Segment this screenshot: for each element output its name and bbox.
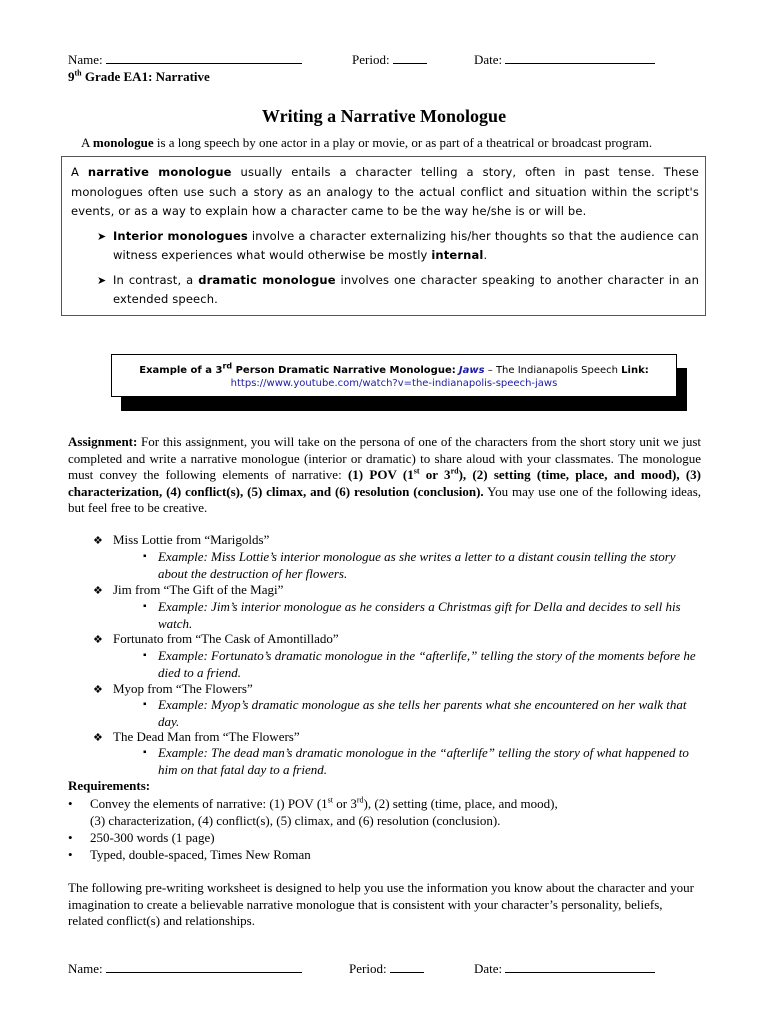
period-blank[interactable] bbox=[393, 52, 427, 64]
square-bullet-icon: ▪ bbox=[143, 551, 147, 562]
film-title: Jaws bbox=[458, 365, 485, 376]
square-bullet-icon: ▪ bbox=[143, 650, 147, 661]
footer-period-row: Period: bbox=[349, 961, 424, 977]
bullet-icon: • bbox=[68, 847, 73, 862]
idea-example: ▪ Example: Miss Lottie’s interior monologue as she writes a letter to a distant cousin telling the story about the destruction of her flowers. bbox=[143, 549, 676, 581]
narrative-monologue-box bbox=[61, 156, 706, 316]
idea-item: ❖ Miss Lottie from “Marigolds” bbox=[93, 532, 270, 547]
bullet-icon: • bbox=[68, 830, 73, 845]
idea-example: ▪ Example: Fortunato’s dramatic monologue in the “afterlife,” telling the story of the moments before he died to a friend. bbox=[143, 648, 696, 680]
bullet-icon: • bbox=[68, 796, 73, 811]
name-blank[interactable] bbox=[106, 52, 302, 64]
square-bullet-icon: ▪ bbox=[143, 699, 147, 710]
footer-name-row: Name: bbox=[68, 961, 302, 977]
requirement-item: • Convey the elements of narrative: (1) POV (1st or 3rd), (2) setting (time, place, and mood), (3) characterization, (4) conflict(s), (5) climax, and (6) resolution (conclusion). bbox=[68, 795, 558, 828]
requirement-item: • Typed, double-spaced, Times New Roman bbox=[68, 847, 311, 862]
footer-name-blank[interactable] bbox=[106, 961, 302, 973]
diamond-bullet-icon: ❖ bbox=[93, 585, 103, 597]
square-bullet-icon: ▪ bbox=[143, 601, 147, 612]
diamond-bullet-icon: ❖ bbox=[93, 535, 103, 547]
example-link[interactable]: https://www.youtube.com/watch?v=the-indianapolis-speech-jaws bbox=[230, 378, 558, 389]
idea-item: ❖ Jim from “The Gift of the Magi” bbox=[93, 582, 284, 597]
date-label: Date: bbox=[474, 52, 503, 67]
name-label: Name: bbox=[68, 52, 103, 67]
requirements-heading: Requirements: bbox=[68, 778, 151, 793]
diamond-bullet-icon: ❖ bbox=[93, 684, 103, 696]
example-box: Example of a 3rd Person Dramatic Narrative Monologue: Jaws – The Indianapolis Speech Link: https://www.youtube.com/watch?v=the-indianapolis-speech-jaws bbox=[111, 354, 677, 397]
interior-monologue-bullet: ➤ Interior monologues involve a character externalizing his/her thoughts so that the audience can witness experiences what would otherwise be mostly internal. bbox=[97, 228, 699, 262]
idea-item: ❖ Myop from “The Flowers” bbox=[93, 681, 253, 696]
page-title: Writing a Narrative Monologue bbox=[261, 106, 507, 126]
assignment-paragraph: Assignment: For this assignment, you will take on the persona of one of the characters from the short story unit we just completed and write a narrative monologue (interior or dramatic) to share aloud with your classmates. The monologue must convey the following elements of narrative: (1) POV (1st or 3rd), (2) setting (time, place, and mood), (3) characterization, (4) conflict(s), (5) climax, and (6) resolution (conclusion). You may use one of the following ideas, but feel free to be creative. bbox=[68, 434, 702, 515]
idea-item: ❖ The Dead Man from “The Flowers” bbox=[93, 729, 300, 744]
grade-line: 9th Grade EA1: Narrative bbox=[68, 68, 210, 84]
idea-item: ❖ Fortunato from “The Cask of Amontillado” bbox=[93, 631, 339, 646]
square-bullet-icon: ▪ bbox=[143, 747, 147, 758]
header-period-row bbox=[352, 52, 427, 68]
arrow-bullet-icon: ➤ bbox=[97, 229, 107, 243]
requirement-item: • 250-300 words (1 page) bbox=[68, 830, 215, 845]
dramatic-monologue-bullet: ➤ In contrast, a dramatic monologue involves one character speaking to another character in an extended speech. bbox=[97, 272, 700, 306]
header-date-row bbox=[474, 52, 655, 68]
footer-date-blank[interactable] bbox=[505, 961, 655, 973]
arrow-bullet-icon: ➤ bbox=[97, 273, 107, 287]
header-name-row bbox=[68, 52, 302, 68]
idea-example: ▪ Example: Myop’s dramatic monologue as she tells her parents what she encountered on her walk that day. bbox=[143, 697, 687, 729]
footer-date-row: Date: bbox=[474, 961, 655, 977]
diamond-bullet-icon: ❖ bbox=[93, 732, 103, 744]
footer-period-blank[interactable] bbox=[390, 961, 424, 973]
date-blank[interactable] bbox=[505, 52, 655, 64]
diamond-bullet-icon: ❖ bbox=[93, 634, 103, 646]
closing-paragraph: The following pre-writing worksheet is designed to help you use the information you know about the character and your imagination to create a believable narrative monologue that is consistent with your character’s personality, beliefs, related conflict(s) and relationships. bbox=[68, 880, 695, 928]
idea-example: ▪ Example: Jim’s interior monologue as he considers a Christmas gift for Della and decides to sell his watch. bbox=[143, 599, 681, 631]
monologue-definition: A monologue is a long speech by one actor in a play or movie, or as part of a theatrical or broadcast program. bbox=[81, 135, 653, 150]
idea-example: ▪ Example: The dead man’s dramatic monologue in the “afterlife” telling the story of what happened to him on that fatal day to a friend. bbox=[143, 745, 689, 777]
narrative-definition: A narrative monologue usually entails a character telling a story, often in past tense. These monologues often use such a story as an analogy to the actual conflict and situation within the script's events, or as a way to explain how a character came to be the way he/she is or will be. bbox=[71, 165, 700, 218]
period-label: Period: bbox=[352, 52, 390, 67]
